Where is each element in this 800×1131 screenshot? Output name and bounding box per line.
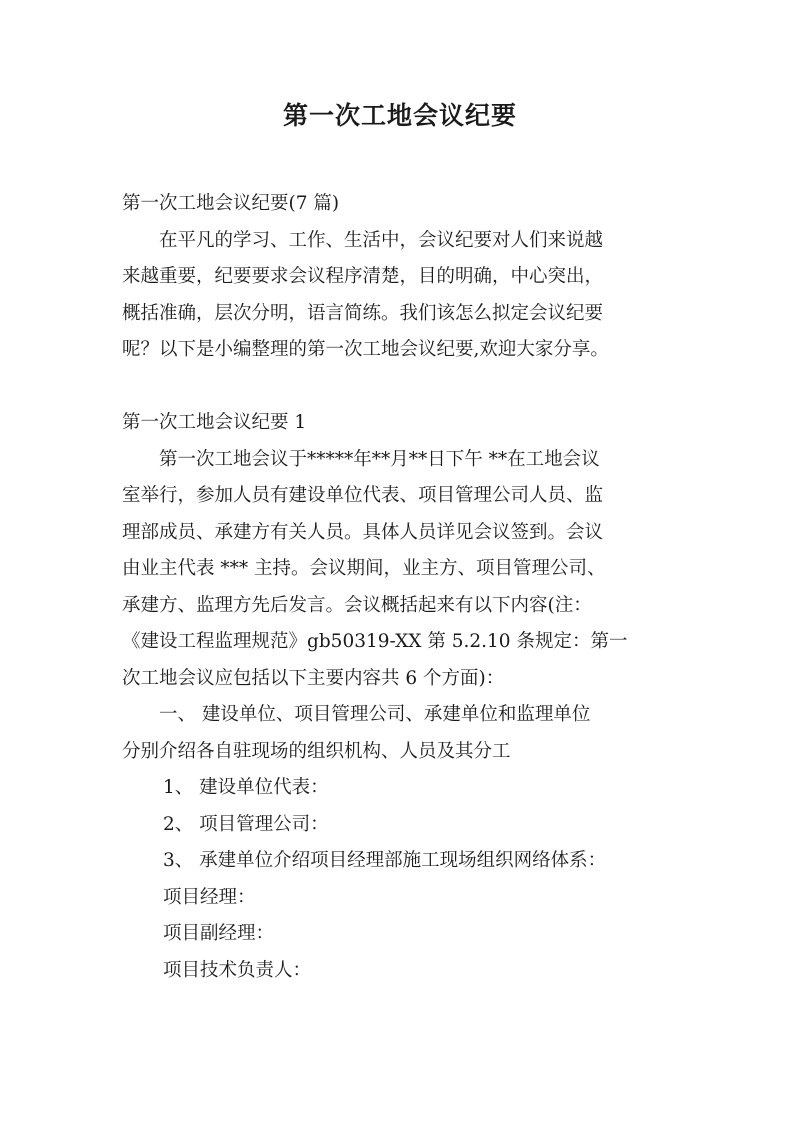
text-line: 承建方、监理方先后发言。会议概括起来有以下内容(注： — [122, 594, 592, 616]
text-line: 第一次工地会议于*****年**月**日下午 **在工地会议 — [159, 448, 600, 470]
text-line: 次工地会议应包括以下主要内容共 6 个方面)： — [122, 667, 505, 689]
list-item: 1、 建设单位代表： — [163, 777, 329, 798]
list-item: 3、 承建单位介绍项目经理部施工现场组织网络体系： — [163, 850, 607, 871]
text-line: 《建设工程监理规范》gb50319-XX 第 5.2.10 条规定：第一 — [122, 631, 628, 652]
section-heading: 第一次工地会议纪要 1 — [122, 412, 307, 433]
document-title: 第一次工地会议纪要 — [282, 101, 517, 130]
document-body — [122, 186, 682, 989]
text-line-subtitle: 第一次工地会议纪要(7 篇) — [122, 193, 340, 214]
list-item: 项目经理： — [163, 886, 256, 908]
text-line: 在平凡的学习、工作、生活中，会议纪要对人们来说越 — [159, 229, 604, 251]
list-item: 项目副经理： — [163, 923, 275, 944]
text-line: 由业主代表 *** 主持。会议期间，业主方、项目管理公司、 — [122, 558, 606, 579]
list-item: 项目技术负责人： — [163, 959, 312, 981]
text-line: 来越重要，纪要要求会议程序清楚，目的明确，中心突出， — [122, 266, 604, 287]
text-line: 一、 建设单位、项目管理公司、承建单位和监理单位 — [159, 704, 591, 725]
paragraph-gap — [122, 369, 682, 406]
text-line: 呢？以下是小编整理的第一次工地会议纪要,欢迎大家分享。 — [122, 339, 609, 360]
text-line: 室举行，参加人员有建设单位代表、项目管理公司人员、监 — [122, 485, 604, 506]
list-item: 2、 项目管理公司： — [163, 813, 329, 835]
text-line: 分别介绍各自驻现场的组织机构、人员及其分工 — [122, 740, 511, 762]
text-line: 理部成员、承建方有关人员。具体人员详见会议签到。会议 — [122, 521, 604, 543]
text-line: 概括准确，层次分明，语言简练。我们该怎么拟定会议纪要 — [122, 302, 604, 324]
